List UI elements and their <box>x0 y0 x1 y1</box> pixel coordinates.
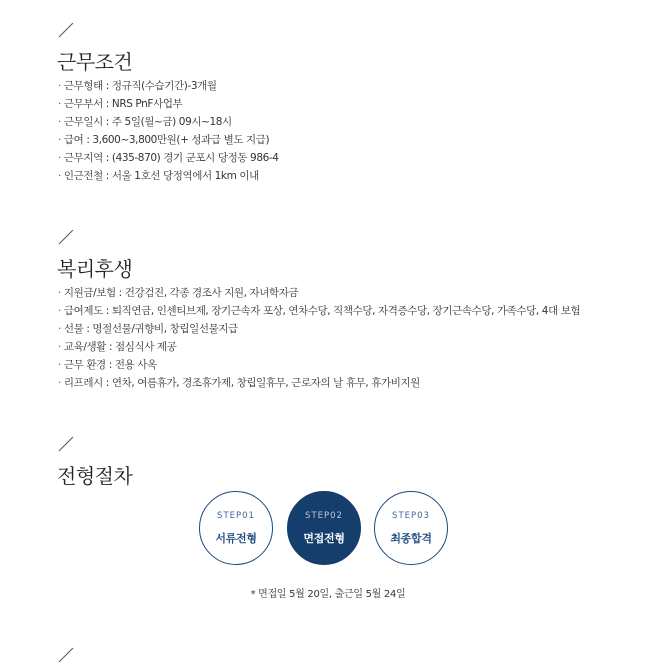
list-item: · 근무일시 : 주 5일(월~금) 09시~18시 <box>58 113 279 131</box>
section-divider-icon <box>58 436 74 452</box>
section-divider-icon <box>58 22 74 38</box>
list-item: · 근무 환경 : 전용 사옥 <box>58 356 580 374</box>
list-item: · 교육/생활 : 점심식사 제공 <box>58 338 580 356</box>
list-item: · 리프레시 : 연차, 여름휴가, 경조휴가제, 창립일휴무, 근로자의 날 휴무, 휴가비지원 <box>58 374 580 392</box>
list-item: · 인근전철 : 서울 1호선 당정역에서 1km 이내 <box>58 167 279 185</box>
list-item: · 지원금/보험 : 건강검진, 각종 경조사 지원, 자녀학자금 <box>58 284 580 302</box>
step-label: 면접전형 <box>303 532 345 545</box>
step-document-screening <box>199 491 273 565</box>
list-item: · 급여제도 : 퇴직연금, 인센티브제, 장기근속자 포상, 연차수당, 직책수당, 자격증수당, 장기근속수당, 가족수당, 4대 보험 <box>58 302 580 320</box>
list-item: · 근무지역 : (435-870) 경기 군포시 당정동 986-4 <box>58 149 279 167</box>
list-item: · 선물 : 명절선물/귀향비, 창립일선물지급 <box>58 320 580 338</box>
step-code: STEP03 <box>392 511 430 521</box>
list-item: · 근무형태 : 정규직(수습기간)-3개월 <box>58 77 279 95</box>
section-title-work-conditions: 근무조건 <box>57 50 133 74</box>
section-divider-icon <box>58 229 74 245</box>
section-divider-icon <box>58 647 74 663</box>
work-conditions-list <box>58 77 279 185</box>
list-item: · 근무부서 : NRS PnF사업부 <box>58 95 279 113</box>
step-code: STEP02 <box>305 511 343 521</box>
step-code: STEP01 <box>217 511 255 521</box>
step-interview <box>287 491 361 565</box>
step-label: 최종합격 <box>390 532 432 545</box>
list-item: · 급여 : 3,600~3,800만원(+ 성과급 별도 지급) <box>58 131 279 149</box>
step-label: 서류전형 <box>215 532 257 545</box>
schedule-note: * 면접일 5월 20일, 출근일 5월 24일 <box>250 589 406 600</box>
step-final-acceptance <box>374 491 448 565</box>
benefits-list <box>58 284 580 392</box>
section-title-benefits: 복리후생 <box>57 257 133 281</box>
selection-steps <box>199 491 449 571</box>
section-title-selection-process: 전형절차 <box>57 464 133 488</box>
